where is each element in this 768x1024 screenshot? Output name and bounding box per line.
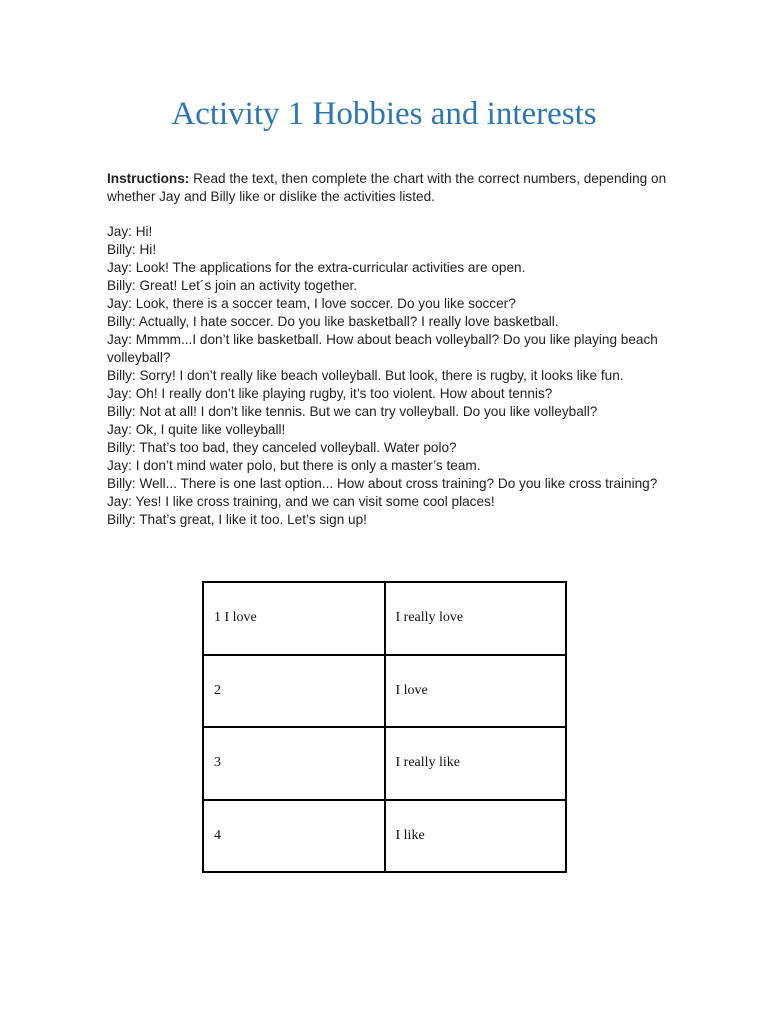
chart-cell-meaning: I like (385, 800, 567, 873)
chart-row (203, 655, 566, 728)
dialogue-line: Billy: Sorry! I don’t really like beach volleyball. But look, there is rugby, it looks like fun. (107, 368, 624, 383)
dialogue-line: Jay: Look, there is a soccer team, I love soccer. Do you like soccer? (107, 296, 516, 311)
dialogue-line: Jay: Hi! (107, 224, 153, 239)
instructions-text: Read the text, then complete the chart with the correct numbers, depending on whether Jay and Billy like or dislike the activities listed. (107, 171, 667, 204)
chart-cell-number: 4 (203, 800, 385, 873)
dialogue-line: Jay: I don’t mind water polo, but there is only a master’s team. (107, 458, 481, 473)
chart-cell-number: 3 (203, 727, 385, 800)
dialogue-line: Billy: Actually, I hate soccer. Do you like basketball? I really love basketball. (107, 314, 559, 329)
dialogue-line: Jay: Mmmm...I don’t like basketball. How about beach volleyball? Do you like playing beach volleyball? (107, 332, 658, 365)
chart-cell-number: 1 I love (203, 582, 385, 655)
dialogue-line: Jay: Yes! I like cross training, and we can visit some cool places! (107, 494, 495, 509)
dialogue-line: Billy: Great! Let´s join an activity together. (107, 278, 358, 293)
chart-row (203, 582, 566, 655)
chart-cell-number: 2 (203, 655, 385, 728)
chart-cell-meaning: I really love (385, 582, 567, 655)
dialogue-line: Billy: That’s great, I like it too. Let’s sign up! (107, 512, 367, 527)
dialogue-line: Billy: Well... There is one last option... How about cross training? Do you like cross training? (107, 476, 658, 491)
dialogue-line: Jay: Look! The applications for the extra-curricular activities are open. (107, 260, 526, 275)
dialogue-text (107, 223, 667, 529)
instructions-paragraph (107, 170, 667, 206)
chart-cell-meaning: I really like (385, 727, 567, 800)
instructions-label: Instructions: (107, 171, 190, 186)
page-title: Activity 1 Hobbies and interests (171, 96, 597, 132)
chart-cell-meaning: I love (385, 655, 567, 728)
dialogue-line: Jay: Ok, I quite like volleyball! (107, 422, 286, 437)
chart-row (203, 727, 566, 800)
dialogue-line: Billy: Hi! (107, 242, 157, 257)
chart-row (203, 800, 566, 873)
dialogue-line: Jay: Oh! I really don’t like playing rugby, it’s too violent. How about tennis? (107, 386, 553, 401)
dialogue-line: Billy: Not at all! I don’t like tennis. But we can try volleyball. Do you like volleyball? (107, 404, 598, 419)
preference-chart (202, 581, 567, 873)
dialogue-line: Billy: That’s too bad, they canceled volleyball. Water polo? (107, 440, 457, 455)
